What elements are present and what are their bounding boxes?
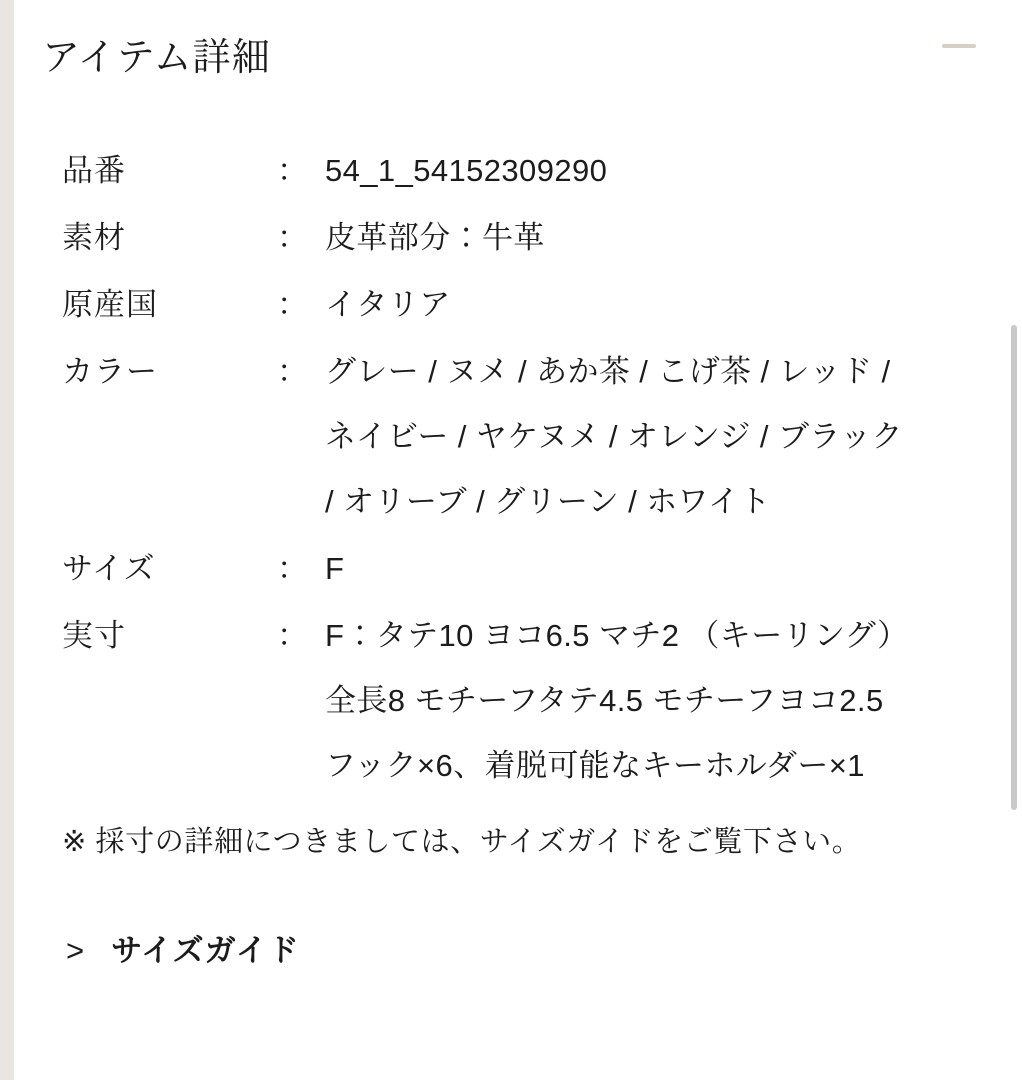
spec-value	[325, 536, 972, 601]
spec-value	[325, 603, 972, 798]
spec-value	[325, 272, 972, 337]
page-title: アイテム詳細	[42, 37, 271, 79]
spec-value-line: F：タテ10 ヨコ6.5 マチ2 （キーリング）	[325, 618, 909, 653]
size-guide-label: サイズガイド	[111, 933, 300, 968]
spec-value	[325, 339, 972, 534]
size-guide-link[interactable]	[66, 925, 300, 970]
table-row	[62, 339, 972, 534]
scrollbar[interactable]	[1012, 0, 1020, 1080]
spec-label: 素材	[62, 220, 126, 255]
table-row	[62, 603, 972, 798]
spec-value-line: 皮革部分：牛革	[325, 220, 545, 255]
spec-value	[325, 205, 972, 270]
item-details-panel	[14, 0, 1022, 1080]
table-row	[62, 205, 972, 270]
measurement-note: ※ 採寸の詳細につきましては、サイズガイドをご覧下さい。	[62, 826, 862, 858]
spec-colon: ：	[277, 153, 308, 188]
spec-label: 実寸	[62, 618, 126, 653]
table-row	[62, 272, 972, 337]
spec-value-line: 54_1_54152309290	[325, 153, 608, 188]
spec-value-line: フック×6、着脱可能なキーホルダー×1	[325, 748, 865, 783]
spec-value-line: / オリーブ / グリーン / ホワイト	[325, 484, 771, 519]
spec-value-line: イタリア	[325, 287, 451, 322]
table-row	[62, 138, 972, 203]
table-row	[62, 536, 972, 601]
spec-colon: ：	[277, 551, 308, 586]
spec-colon: ：	[277, 287, 308, 322]
spec-value-line: 全長8 モチーフタテ4.5 モチーフヨコ2.5	[325, 683, 884, 718]
spec-label: 原産国	[62, 287, 158, 322]
spec-colon: ：	[277, 220, 308, 255]
chevron-right-icon: >	[66, 933, 86, 968]
spec-table	[62, 138, 972, 800]
spec-label: カラー	[62, 354, 158, 389]
panel-header	[14, 0, 1022, 108]
spec-label: サイズ	[62, 551, 156, 586]
spec-label: 品番	[62, 153, 126, 188]
spec-value-line: F	[325, 551, 345, 586]
spec-value-line: ネイビー / ヤケヌメ / オレンジ / ブラック	[325, 419, 903, 454]
collapse-handle-icon[interactable]	[942, 44, 976, 48]
spec-colon: ：	[277, 354, 308, 389]
scrollbar-thumb[interactable]	[1011, 325, 1017, 810]
spec-colon: ：	[277, 618, 308, 653]
spec-value-line: グレー / ヌメ / あか茶 / こげ茶 / レッド /	[325, 354, 891, 389]
page-left-edge	[0, 0, 14, 1080]
spec-value	[325, 138, 972, 203]
